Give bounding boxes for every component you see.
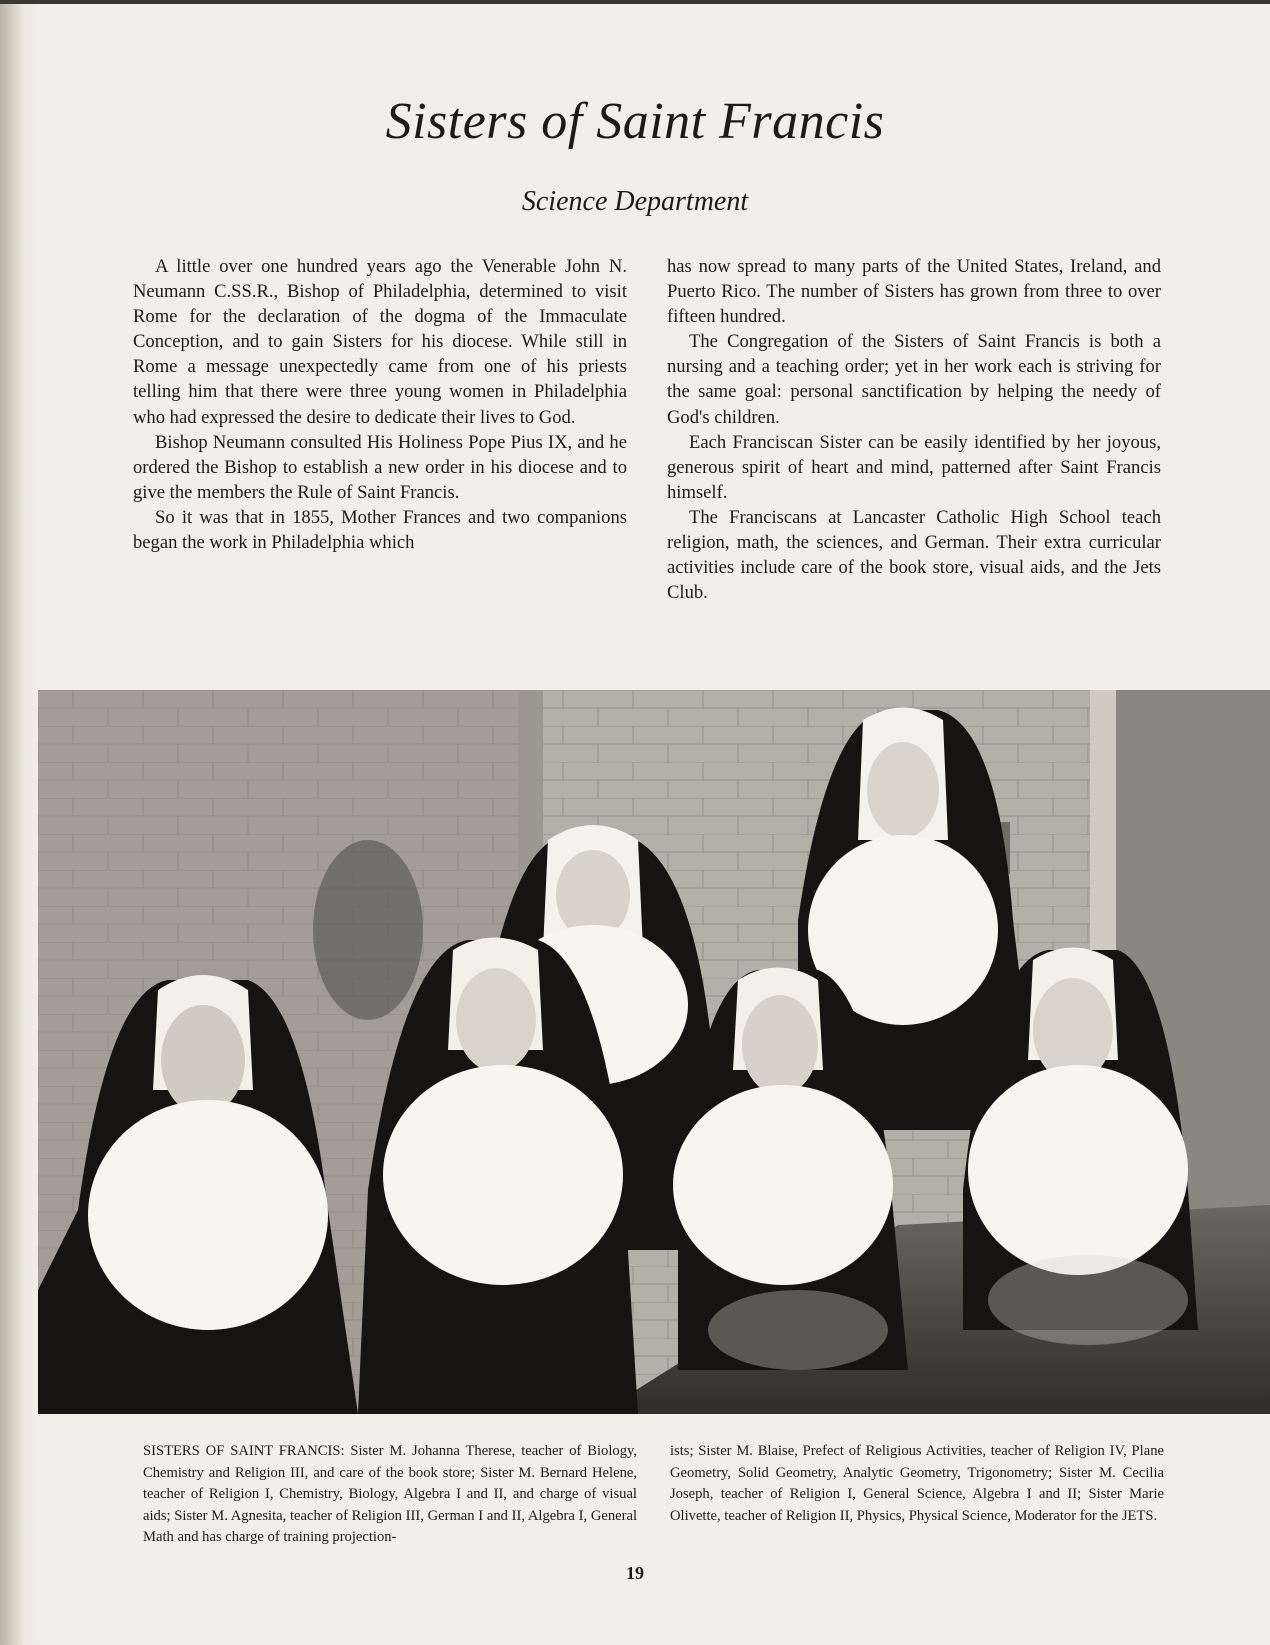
paragraph: has now spread to many parts of the United States, Ireland, and Puerto Rico. The number of Sisters has grown from three to over fifteen hundred. <box>667 256 1161 328</box>
page-title: Sisters of Saint Francis <box>385 93 885 150</box>
group-photo-illustration <box>38 690 1270 1414</box>
paragraph: So it was that in 1855, Mother Frances and two companions began the work in Philadelphia which <box>133 506 627 554</box>
group-photo <box>38 690 1270 1414</box>
paragraph: The Congregation of the Sisters of Saint Francis is both a nursing and a teaching order; yet in her work each is striving for the same goal: personal sanctification by helping the needy of God's children. <box>667 331 1161 428</box>
body-column-right <box>667 254 1161 605</box>
page-subtitle: Science Department <box>521 186 749 217</box>
paragraph: A little over one hundred years ago the Venerable John N. Neumann C.SS.R., Bishop of Philadelphia, determined to visit Rome for the declaration of the dogma of the Immaculate Conception, and to gain Sisters for his diocese. While still in Rome a message unexpectedly came from one of his priests telling him that there were three young women in Philadelphia who had expressed the desire to dedicate their lives to God. <box>133 256 627 428</box>
paragraph: The Franciscans at Lancaster Catholic High School teach religion, math, the sciences, and German. Their extra curricular activities include care of the book store, visual aids, and the Jets Club. <box>667 506 1161 604</box>
paragraph: Each Franciscan Sister can be easily identified by her joyous, generous spirit of heart and mind, patterned after Saint Francis himself. <box>667 431 1161 503</box>
paragraph: Bishop Neumann consulted His Holiness Pope Pius IX, and he ordered the Bishop to establish a new order in his diocese and to give the members the Rule of Saint Francis. <box>133 431 627 503</box>
photo-caption-right: ists; Sister M. Blaise, Prefect of Religious Activities, teacher of Religion IV, Plane Geometry, Solid Geometry, Analytic Geometry, Trigonometry; Sister M. Cecilia Joseph, teacher of Religion I, General Science, Algebra I and II; Sister Marie Olivette, teacher of Religion II, Physics, Physical Science, Moderator for the JETS. <box>670 1443 1164 1524</box>
page-top-edge <box>0 0 1270 4</box>
book-spine-shadow <box>0 0 24 1645</box>
body-column-left <box>133 254 627 555</box>
photo-caption-left: SISTERS OF SAINT FRANCIS: Sister M. Johanna Therese, teacher of Biology, Chemistry and Religion III, and care of the book store; Sister M. Bernard Helene, teacher of Religion I, Chemistry, Biology, Algebra I and II, and charge of visual aids; Sister M. Agnesita, teacher of Religion III, German I and II, Algebra I, General Math and has charge of training projection- <box>143 1443 637 1545</box>
page-number: 19 <box>626 1563 644 1583</box>
